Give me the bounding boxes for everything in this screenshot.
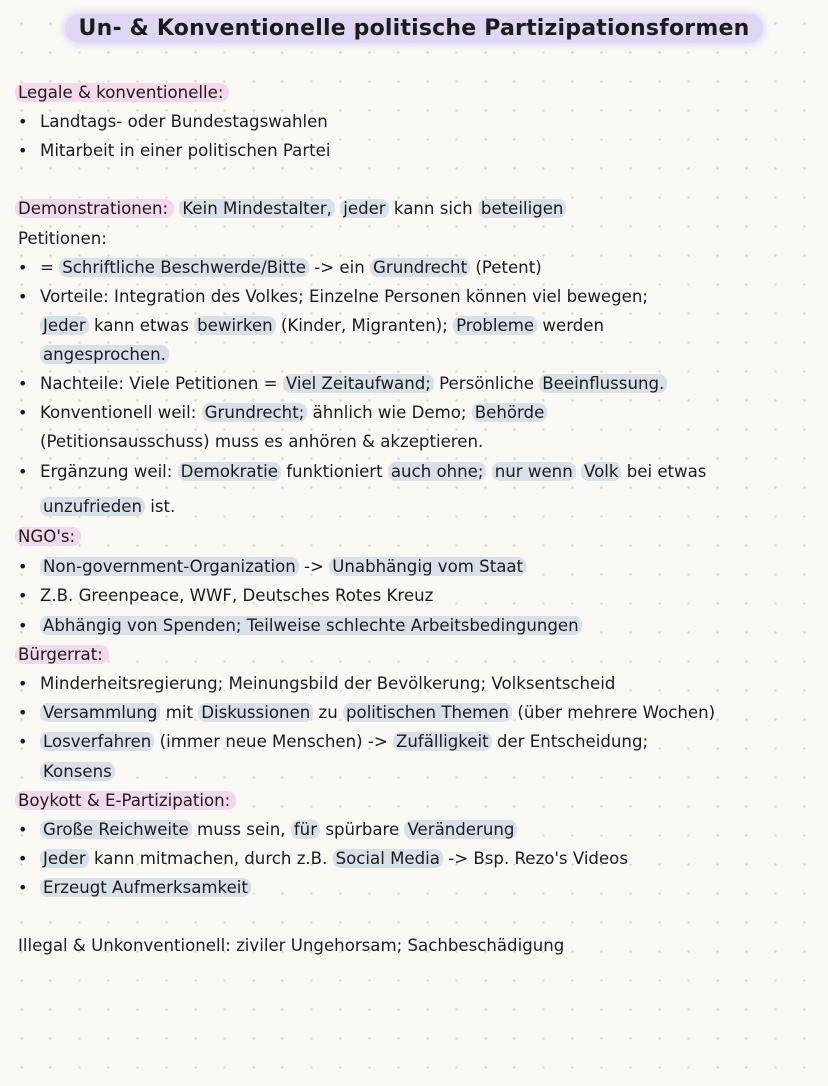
list-item: Non-government-Organization -> Unabhängig vom Staat: [40, 556, 526, 578]
list-item: Große Reichweite muss sein, für spürbare Veränderung: [40, 819, 517, 841]
list-item-continued: Konsens: [40, 761, 115, 783]
list-item: = Schriftliche Beschwerde/Bitte -> ein Grundrecht (Petent): [40, 258, 542, 277]
section-heading-boykott: Boykott & E-Partizipation:: [18, 790, 236, 812]
list-item: Mitarbeit in einer politischen Partei: [40, 141, 331, 160]
list-item: Z.B. Greenpeace, WWF, Deutsches Rotes Kreuz: [40, 586, 434, 605]
bullet-icon: •: [18, 141, 28, 160]
list-item-continued: unzufrieden ist.: [40, 496, 175, 518]
list-item-continued: angesprochen.: [40, 344, 169, 366]
section-heading-legal: Legale & konventionelle:: [18, 82, 229, 104]
bullet-icon: •: [18, 287, 28, 306]
illegal-line: Illegal & Unkonventionell: ziviler Ungehorsam; Sachbeschädigung: [18, 936, 565, 955]
list-item: Abhängig von Spenden; Teilweise schlechte Arbeitsbedingungen: [40, 615, 582, 637]
bullet-icon: •: [18, 674, 28, 693]
section-heading-ngo: NGO's:: [18, 526, 81, 548]
bullet-icon: •: [18, 403, 28, 422]
list-item: Losverfahren (immer neue Menschen) -> Zufälligkeit der Entscheidung;: [40, 731, 648, 753]
bullet-icon: •: [18, 849, 28, 868]
list-item: Jeder kann mitmachen, durch z.B. Social Media -> Bsp. Rezo's Videos: [40, 848, 628, 870]
bullet-icon: •: [18, 586, 28, 605]
demonstrationen-line: Demonstrationen: Kein Mindestalter, jeder kann sich beteiligen: [18, 198, 566, 220]
list-item: Ergänzung weil: Demokratie funktioniert auch ohne; nur wenn Volk bei etwas: [40, 462, 707, 481]
list-item: Versammlung mit Diskussionen zu politischen Themen (über mehrere Wochen): [40, 702, 715, 724]
list-item: Landtags- oder Bundestagswahlen: [40, 112, 328, 131]
bullet-icon: •: [18, 557, 28, 576]
list-item-continued: (Petitionsausschuss) muss es anhören & akzeptieren.: [40, 432, 484, 451]
bullet-icon: •: [18, 878, 28, 897]
bullet-icon: •: [18, 374, 28, 393]
bullet-icon: •: [18, 732, 28, 751]
bullet-icon: •: [18, 258, 28, 277]
list-item: Nachteile: Viele Petitionen = Viel Zeitaufwand; Persönliche Beeinflussung.: [40, 373, 667, 395]
bullet-icon: •: [18, 703, 28, 722]
list-item: Konventionell weil: Grundrecht; ähnlich wie Demo; Behörde: [40, 402, 547, 424]
page-title: Un- & Konventionelle politische Partizipationsformen: [0, 16, 828, 41]
bullet-icon: •: [18, 462, 28, 481]
list-item-continued: Jeder kann etwas bewirken (Kinder, Migranten); Probleme werden: [40, 315, 604, 337]
list-item: Minderheitsregierung; Meinungsbild der Bevölkerung; Volksentscheid: [40, 674, 616, 693]
list-item: Erzeugt Aufmerksamkeit: [40, 877, 251, 899]
bullet-icon: •: [18, 820, 28, 839]
section-heading-petitionen: Petitionen:: [18, 229, 107, 248]
section-heading-buergerrat: Bürgerrat:: [18, 644, 109, 666]
bullet-icon: •: [18, 112, 28, 131]
list-item: Vorteile: Integration des Volkes; Einzelne Personen können viel bewegen;: [40, 287, 648, 306]
bullet-icon: •: [18, 616, 28, 635]
